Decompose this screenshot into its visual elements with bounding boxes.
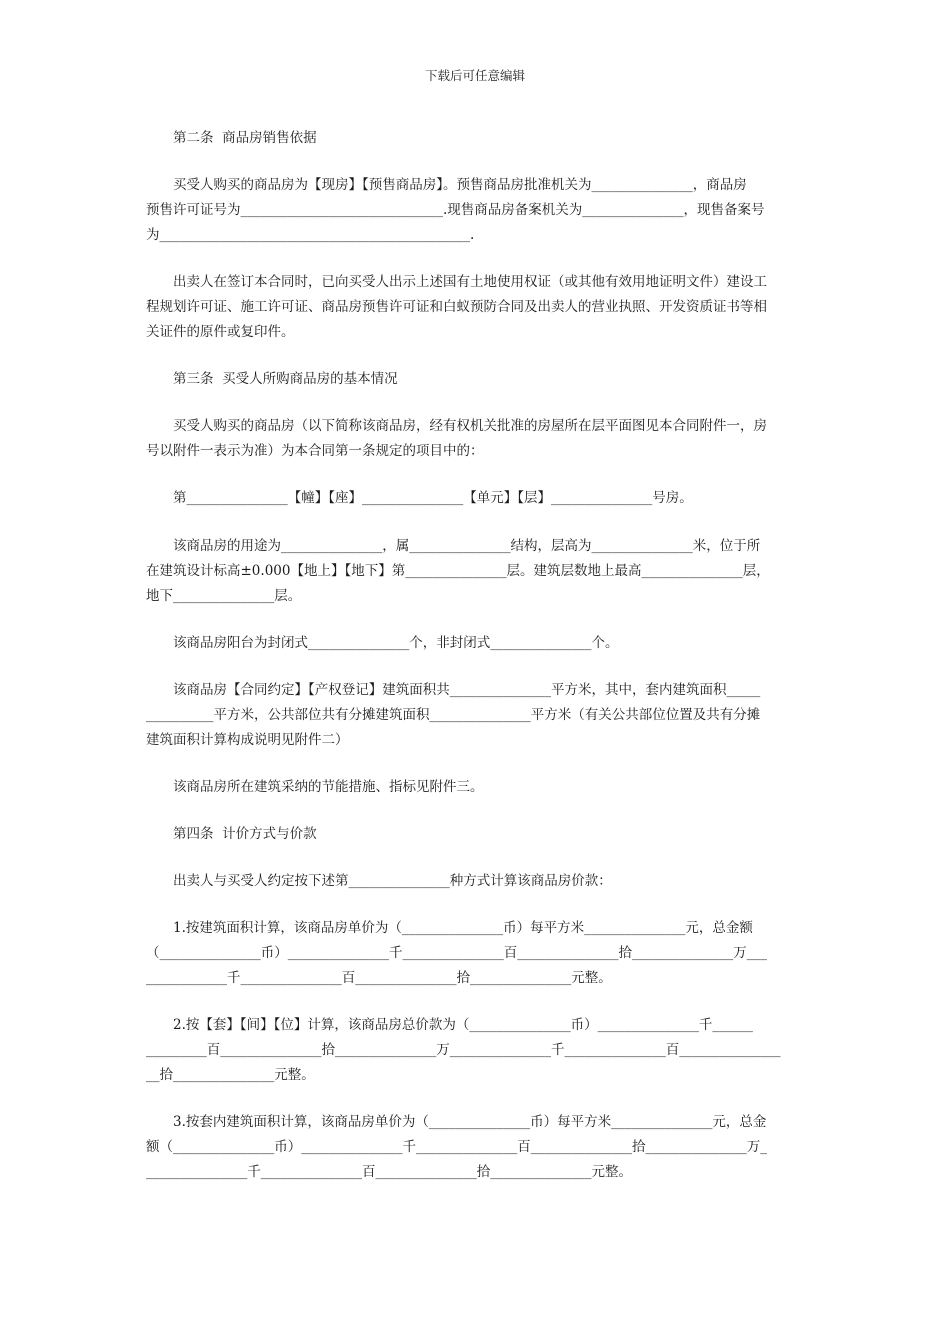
text-line: 额（_______________币）_______________千_______________百_______________拾_______________万_ bbox=[146, 1139, 767, 1155]
text-line: 在建筑设计标高±0.000【地上】【地下】第_______________层。建筑层数地上最高_______________层， bbox=[146, 563, 770, 579]
text-line: 该商品房阳台为封闭式_______________个，非封闭式_______________个。 bbox=[173, 635, 619, 651]
text-line: 该商品房的用途为_______________，属_______________结构，层高为_______________米，位于所 bbox=[173, 538, 761, 554]
text-line: 预售许可证号为______________________________.现售商品房备案机关为_______________，现售备案号 bbox=[146, 202, 765, 218]
text-line: 建筑面积计算构成说明见附件二） bbox=[146, 732, 349, 748]
text-line: 1.按建筑面积计算，该商品房单价为（_______________币）每平方米_______________元，总金额 bbox=[173, 920, 753, 936]
section-heading: 第四条 计价方式与价款 bbox=[173, 826, 317, 842]
text-line: （_______________币）_______________千_______________百_______________拾_______________万___ bbox=[146, 945, 767, 961]
text-line: __拾_______________元整。 bbox=[146, 1067, 315, 1083]
text-line: 第_______________【幢】【座】_______________【单元】【层】_______________号房。 bbox=[173, 490, 693, 506]
text-line: 2.按【套】【间】【位】计算，该商品房总价款为（_______________币）_______________千______ bbox=[173, 1017, 753, 1033]
text-line: 关证件的原件或复印件。 bbox=[146, 324, 295, 340]
text-line: 买受人购买的商品房（以下简称该商品房，经有权机关批准的房屋所在层平面图见本合同附件一，房 bbox=[173, 418, 767, 434]
text-line: _______________千_______________百_______________拾_______________元整。 bbox=[146, 1164, 632, 1180]
page-header: 下载后可任意编辑 bbox=[424, 68, 525, 83]
text-line: 该商品房【合同约定】【产权登记】建筑面积共_______________平方米，其中，套内建筑面积_____ bbox=[173, 682, 761, 698]
text-line: 地下_______________层。 bbox=[146, 588, 302, 604]
text-line: 买受人购买的商品房为【现房】【预售商品房】。预售商品房批准机关为_______________，商品房 bbox=[173, 177, 747, 193]
text-line: 该商品房所在建筑采纳的节能措施、指标见附件三。 bbox=[173, 779, 484, 795]
section-heading: 第三条 买受人所购商品房的基本情况 bbox=[173, 371, 398, 387]
text-line: 号以附件一表示为准）为本合同第一条规定的项目中的： bbox=[146, 443, 484, 459]
text-line: 为______________________________________________. bbox=[146, 227, 475, 243]
text-line: ____________千_______________百_______________拾_______________元整。 bbox=[146, 970, 612, 986]
text-line: 出卖人与买受人约定按下述第_______________种方式计算该商品房价款： bbox=[173, 873, 612, 889]
text-line: 程规划许可证、施工许可证、商品房预售许可证和白蚁预防合同及出卖人的营业执照、开发资质证书等相 bbox=[146, 299, 767, 315]
text-line: __________平方米，公共部位共有分摊建筑面积_______________平方米（有关公共部位位置及共有分摊 bbox=[146, 707, 761, 723]
section-heading: 第二条 商品房销售依据 bbox=[173, 130, 317, 146]
text-line: 3.按套内建筑面积计算，该商品房单价为（_______________币）每平方米_______________元，总金 bbox=[173, 1114, 767, 1130]
text-line: _________百_______________拾_______________万_______________千_______________百_______________ bbox=[146, 1042, 781, 1058]
text-line: 出卖人在签订本合同时，已向买受人出示上述国有土地使用权证（或其他有效用地证明文件）建设工 bbox=[173, 274, 767, 290]
